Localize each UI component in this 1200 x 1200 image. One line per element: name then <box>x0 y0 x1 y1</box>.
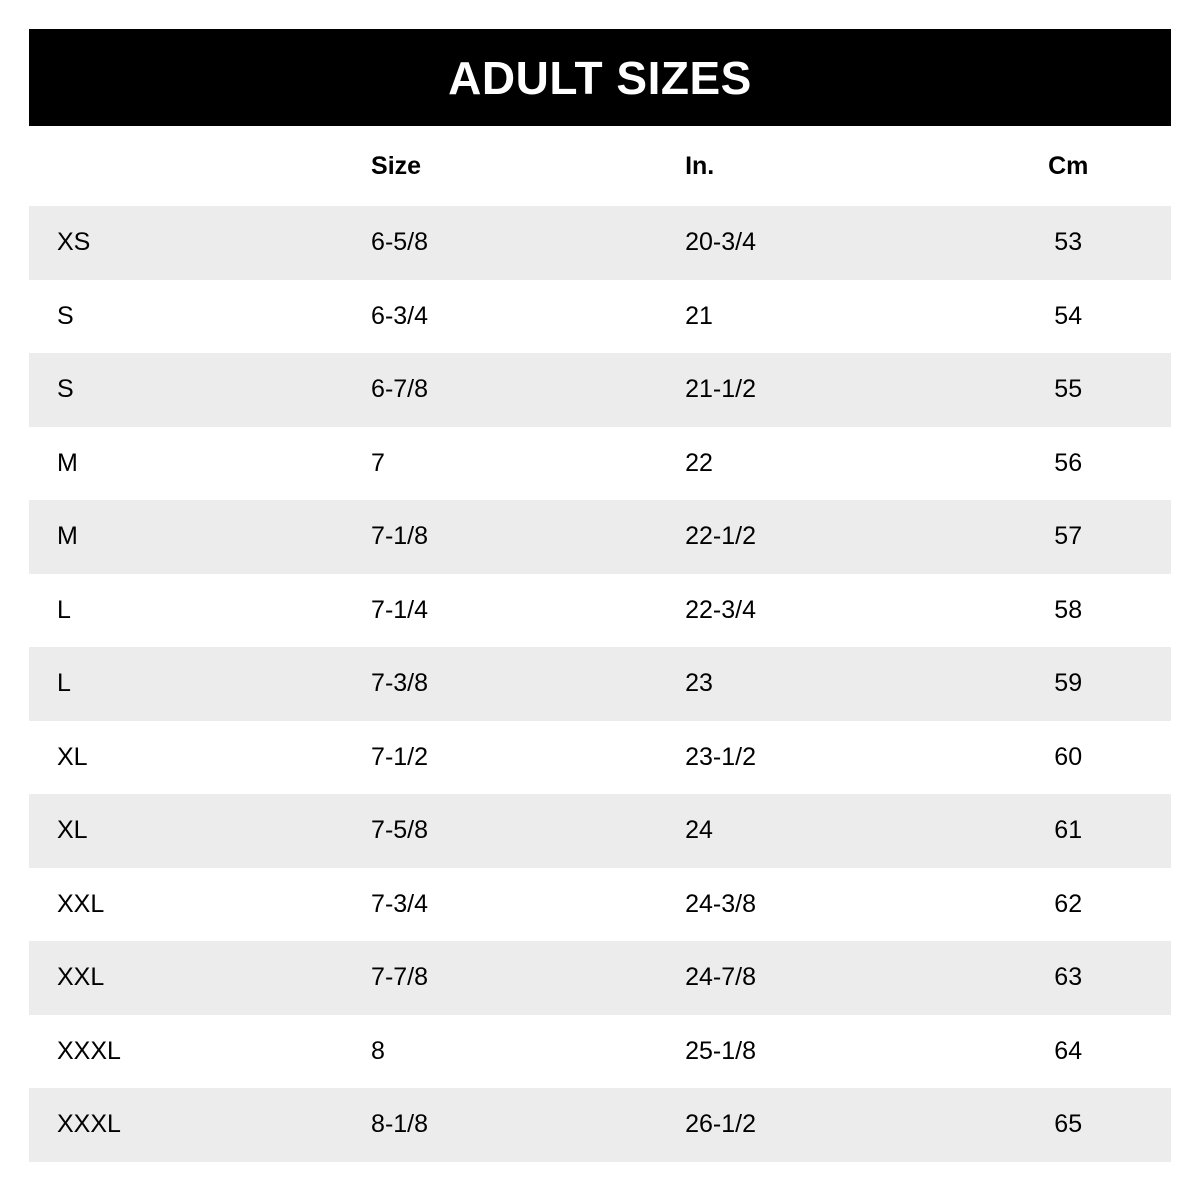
cell-cm: 54 <box>965 280 1171 354</box>
cell-inches: 22 <box>657 427 965 501</box>
cell-cm: 62 <box>965 868 1171 942</box>
cell-inches: 24 <box>657 794 965 868</box>
page-title: ADULT SIZES <box>448 51 752 104</box>
cell-label: XL <box>29 794 343 868</box>
cell-cm: 61 <box>965 794 1171 868</box>
cell-inches: 25-1/8 <box>657 1015 965 1089</box>
cell-size: 7-1/4 <box>343 574 657 648</box>
table-row <box>29 1088 1171 1162</box>
cell-inches: 24-7/8 <box>657 941 965 1015</box>
cell-label: XXL <box>29 868 343 942</box>
cell-cm: 57 <box>965 500 1171 574</box>
table-row <box>29 574 1171 648</box>
table-row <box>29 868 1171 942</box>
cell-size: 8 <box>343 1015 657 1089</box>
chart-title-bar <box>29 29 1171 126</box>
cell-label: XXXL <box>29 1015 343 1089</box>
table-header <box>29 126 1171 206</box>
cell-inches: 21 <box>657 280 965 354</box>
table-row <box>29 427 1171 501</box>
table-row <box>29 353 1171 427</box>
cell-inches: 22-1/2 <box>657 500 965 574</box>
cell-cm: 59 <box>965 647 1171 721</box>
cell-label: XS <box>29 206 343 280</box>
cell-inches: 22-3/4 <box>657 574 965 648</box>
cell-label: L <box>29 574 343 648</box>
cell-size: 7-3/8 <box>343 647 657 721</box>
table-row <box>29 1015 1171 1089</box>
cell-label: XXXL <box>29 1088 343 1162</box>
cell-inches: 23-1/2 <box>657 721 965 795</box>
cell-cm: 65 <box>965 1088 1171 1162</box>
column-header-label <box>29 126 343 206</box>
column-header-inches: In. <box>657 126 965 206</box>
table-row <box>29 206 1171 280</box>
cell-size: 6-7/8 <box>343 353 657 427</box>
table-row <box>29 794 1171 868</box>
cell-cm: 60 <box>965 721 1171 795</box>
cell-inches: 26-1/2 <box>657 1088 965 1162</box>
cell-label: XXL <box>29 941 343 1015</box>
cell-size: 7-1/8 <box>343 500 657 574</box>
cell-inches: 20-3/4 <box>657 206 965 280</box>
cell-cm: 58 <box>965 574 1171 648</box>
cell-size: 7-3/4 <box>343 868 657 942</box>
cell-label: XL <box>29 721 343 795</box>
column-header-cm: Cm <box>965 126 1171 206</box>
cell-cm: 55 <box>965 353 1171 427</box>
cell-size: 7-7/8 <box>343 941 657 1015</box>
table-row <box>29 647 1171 721</box>
cell-label: L <box>29 647 343 721</box>
cell-label: S <box>29 280 343 354</box>
size-chart-table <box>29 126 1171 1162</box>
cell-inches: 24-3/8 <box>657 868 965 942</box>
cell-cm: 64 <box>965 1015 1171 1089</box>
table-row <box>29 721 1171 795</box>
table-header-row <box>29 126 1171 206</box>
table-row <box>29 280 1171 354</box>
cell-cm: 53 <box>965 206 1171 280</box>
cell-label: M <box>29 427 343 501</box>
cell-size: 7-5/8 <box>343 794 657 868</box>
cell-label: S <box>29 353 343 427</box>
table-row <box>29 941 1171 1015</box>
cell-size: 7 <box>343 427 657 501</box>
cell-label: M <box>29 500 343 574</box>
cell-cm: 56 <box>965 427 1171 501</box>
cell-size: 6-5/8 <box>343 206 657 280</box>
cell-inches: 23 <box>657 647 965 721</box>
cell-size: 6-3/4 <box>343 280 657 354</box>
cell-inches: 21-1/2 <box>657 353 965 427</box>
cell-cm: 63 <box>965 941 1171 1015</box>
table-body <box>29 206 1171 1162</box>
cell-size: 7-1/2 <box>343 721 657 795</box>
cell-size: 8-1/8 <box>343 1088 657 1162</box>
table-row <box>29 500 1171 574</box>
column-header-size: Size <box>343 126 657 206</box>
